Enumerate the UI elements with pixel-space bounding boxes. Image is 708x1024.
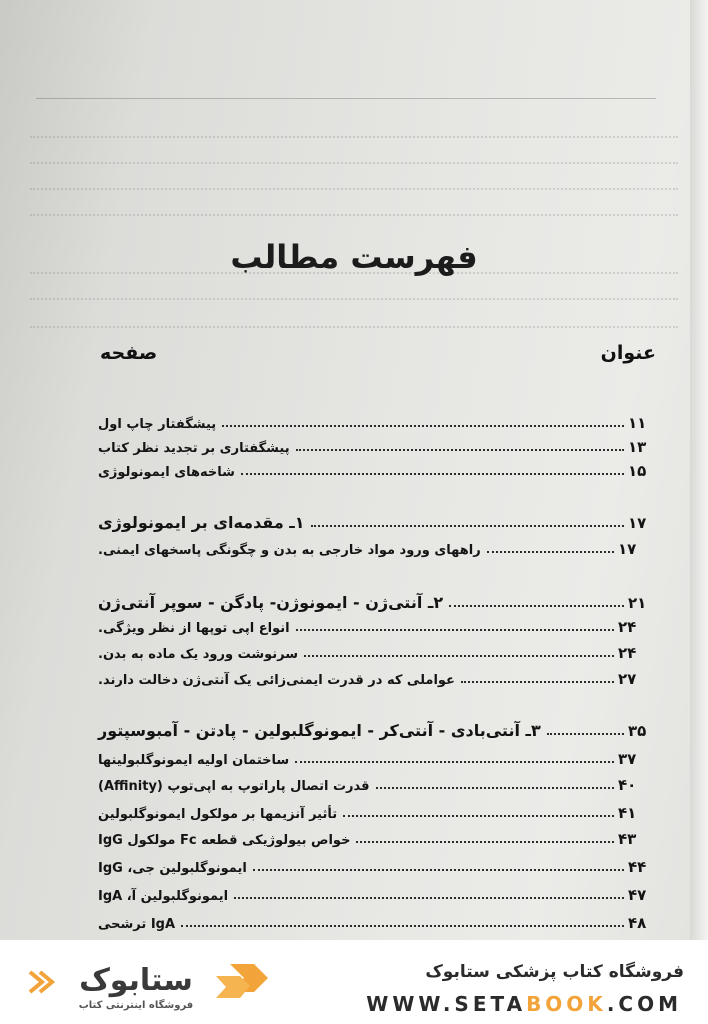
toc-entry-page: ۳۷ xyxy=(618,750,637,768)
toc-entry-page: ۴۸ xyxy=(628,914,647,932)
dot-leader xyxy=(222,425,624,427)
bleed-through-line xyxy=(30,298,678,302)
url-accent: BOOK xyxy=(526,992,607,1016)
bleed-through-line xyxy=(30,136,678,140)
toc-entry-page: ۴۰ xyxy=(618,776,637,794)
logo-emblem-icon xyxy=(216,964,268,998)
toc-entry-page: ۴۷ xyxy=(628,886,647,904)
dot-leader xyxy=(356,841,614,843)
toc-entry xyxy=(98,908,656,932)
dot-leader xyxy=(241,473,624,475)
toc-entry-title: ایمونوگلبولین جی، IgG xyxy=(98,861,247,876)
dot-leader xyxy=(449,605,624,607)
dot-leader xyxy=(311,525,624,527)
dot-leader xyxy=(547,733,624,735)
toc-entry-title: ۱ـ مقدمه‌ای بر ایمونولوژی xyxy=(98,513,305,532)
toc-entry-page: ۴۱ xyxy=(618,804,637,822)
dot-leader xyxy=(234,897,624,899)
toc-entry xyxy=(98,638,646,662)
toc-entry xyxy=(98,508,656,532)
column-header-page: صفحه xyxy=(100,342,158,364)
dot-leader xyxy=(295,761,614,763)
toc-entry xyxy=(98,744,646,768)
bleed-through-line xyxy=(30,188,678,192)
toc-entry-title: پیشگفتاری بر تجدید نظر کتاب xyxy=(98,441,290,456)
toc-entry xyxy=(98,408,656,432)
toc-entry xyxy=(98,588,656,612)
dot-leader xyxy=(376,787,614,789)
toc-entry-page: ۱۵ xyxy=(628,462,647,480)
dot-leader xyxy=(461,681,614,683)
url-prefix: WWW.SETA xyxy=(366,992,527,1016)
toc-entry xyxy=(98,456,656,480)
url-suffix: .COM xyxy=(606,992,682,1016)
toc-entry xyxy=(98,534,646,558)
toc-entry-title: عواملی که در قدرت ایمنی‌زائی یک آنتی‌ژن دخالت دارند. xyxy=(98,673,455,688)
toc-entry-title: شاخه‌های ایمونولوژی xyxy=(98,465,235,480)
toc-entry xyxy=(98,664,646,688)
toc-entry-title: ۲ـ آنتی‌ژن - ایمونوژن- پادگن - سوپر آنتی‌ژن xyxy=(98,593,444,612)
dot-leader xyxy=(487,551,614,553)
toc-entry-page: ۲۴ xyxy=(618,618,637,636)
toc-entry-title: پیشگفتار چاپ اول xyxy=(98,417,217,432)
toc-entry-page: ۱۷ xyxy=(618,540,637,558)
toc-entry-page: ۱۱ xyxy=(628,414,647,432)
toc-entry xyxy=(98,852,656,876)
shop-name: فروشگاه کتاب پزشکی ستابوک xyxy=(425,962,684,982)
toc-entry-title: IgA ترشحی xyxy=(98,917,176,932)
page-edge xyxy=(690,0,708,940)
toc-entry-title: ایمونوگلبولین آ، IgA xyxy=(98,889,229,904)
dot-leader xyxy=(181,925,624,927)
store-footer xyxy=(0,940,708,1024)
toc-entry-title: ۳ـ آنتی‌بادی - آنتی‌کر - ایمونوگلبولین - پادتن - آمبوسپتور xyxy=(98,721,541,740)
toc-entry-page: ۱۳ xyxy=(628,438,647,456)
toc-entry-page: ۴۴ xyxy=(628,858,647,876)
dot-leader xyxy=(343,815,614,817)
toc-entry-title: ساختمان اولیه ایمونوگلبولینها xyxy=(98,753,290,768)
toc-entry-page: ۲۴ xyxy=(618,644,637,662)
toc-entry-title: قدرت اتصال پاراتوپ به اپی‌توپ (Affinity) xyxy=(98,779,370,794)
bleed-through-rule xyxy=(36,98,656,99)
toc-entry-page: ۱۷ xyxy=(628,514,647,532)
toc-entry xyxy=(98,612,646,636)
dot-leader xyxy=(304,655,614,657)
toc-entry-title: خواص بیولوژیکی قطعه Fc مولکول IgG xyxy=(98,833,351,848)
toc-entry-title: انواع اپی توپها از نظر ویژگی. xyxy=(98,621,290,636)
dot-leader xyxy=(296,449,624,451)
setabook-logo xyxy=(18,954,278,1012)
logo-tagline: فروشگاه اینترنتی کتاب xyxy=(78,1000,194,1011)
dot-leader xyxy=(296,629,614,631)
dot-leader xyxy=(253,869,624,871)
toc-entry-page: ۳۵ xyxy=(628,722,647,740)
toc-entry xyxy=(98,798,646,822)
toc-entry-page: ۴۳ xyxy=(618,830,637,848)
column-header-title: عنوان xyxy=(600,342,656,364)
toc-entry-title: تأثیر آنزیمها بر مولکول ایمونوگلبولین xyxy=(98,807,338,822)
toc-entry xyxy=(98,880,656,904)
bleed-through-line xyxy=(30,162,678,166)
bleed-through-line xyxy=(30,326,678,330)
toc-entry xyxy=(98,432,656,456)
bleed-through-line xyxy=(30,214,678,218)
toc-entry xyxy=(98,716,656,740)
shop-url[interactable] xyxy=(366,992,682,1016)
toc-entry xyxy=(98,824,646,848)
toc-entry-title: سرنوشت ورود یک ماده به بدن. xyxy=(98,647,299,662)
toc-entry xyxy=(98,770,646,794)
toc-entry-title: راههای ورود مواد خارجی به بدن و چگونگی پاسخهای ایمنی. xyxy=(98,543,481,558)
toc-entry-page: ۲۷ xyxy=(618,670,637,688)
logo-wordmark: ستابوک xyxy=(79,963,193,998)
page-title: فهرست مطالب xyxy=(230,238,478,276)
toc-entry-page: ۲۱ xyxy=(628,594,647,612)
